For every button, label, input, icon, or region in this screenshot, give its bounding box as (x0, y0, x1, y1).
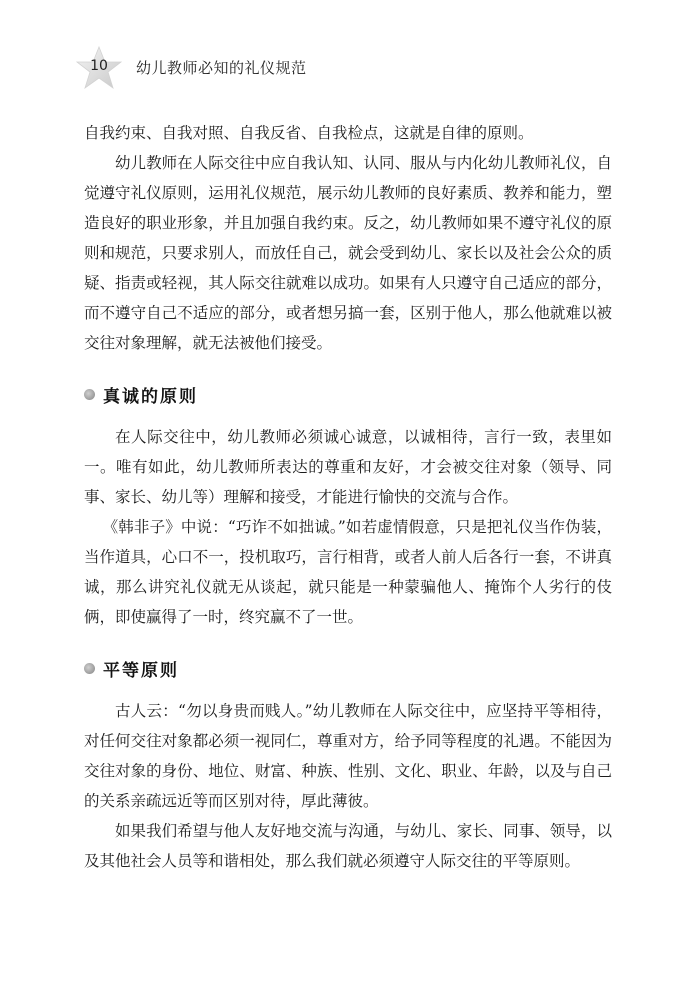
body-paragraph: 自我约束、自我对照、自我反省、自我检点，这就是自律的原则。 (84, 124, 534, 142)
section-heading-text: 平等原则 (103, 660, 179, 681)
page-header (76, 46, 376, 90)
body-paragraph: 幼儿教师在人际交往中应自我认知、认同、服从与内化幼儿教师礼仪，自觉遵守礼仪原则，运用礼仪规范，展示幼儿教师的良好素质、教养和能力，塑造良好的职业形象，并且加强自我约束。反之，幼儿教师如果不遵守礼仪的原则和规范，只要求别人，而放任自己，就会受到幼儿、家长以及社会公众的质疑、指责或轻视，其人际交往就难以成功。如果有人只遵守自己适应的部分，而不遵守自己不适应的部分，或者想另搞一套，区别于他人，那么他就难以被交往对象理解，就无法被他们接受。 (84, 154, 612, 352)
bullet-icon (84, 663, 95, 674)
section-heading-text: 真诚的原则 (103, 386, 198, 407)
body-paragraph: 在人际交往中，幼儿教师必须诚心诚意，以诚相待，言行一致，表里如一。唯有如此，幼儿教师所表达的尊重和友好，才会被交往对象（领导、同事、家长、幼儿等）理解和接受，才能进行愉快的交流与合作。 (84, 428, 612, 506)
body-paragraph: 如果我们希望与他人友好地交流与沟通，与幼儿、家长、同事、领导，以及其他社会人员等和谐相处，那么我们就必须遵守人际交往的平等原则。 (84, 822, 612, 870)
bullet-icon (84, 389, 95, 400)
book-title: 幼儿教师必知的礼仪规范 (136, 59, 307, 77)
body-paragraph: 《韩非子》中说：“巧诈不如拙诚。”如若虚情假意，只是把礼仪当作伪装，当作道具，心口不一，投机取巧，言行相背，或者人前人后各行一套，不讲真诚，那么讲究礼仪就无从谈起，就只能是一种蒙骗他人、掩饰个人劣行的伎俩，即使赢得了一时，终究赢不了一世。 (84, 518, 612, 626)
page-number: 10 (90, 58, 108, 74)
section-heading-equality (84, 640, 612, 696)
section-heading-sincerity (84, 366, 612, 422)
body-paragraph: 古人云：“勿以身贵而贱人。”幼儿教师在人际交往中，应坚持平等相待，对任何交往对象都必须一视同仁，尊重对方，给予同等程度的礼遇。不能因为交往对象的身份、地位、财富、种族、性别、文化、职业、年龄，以及与自己的关系亲疏远近等而区别对待，厚此薄彼。 (84, 702, 612, 810)
page-content (84, 118, 612, 876)
